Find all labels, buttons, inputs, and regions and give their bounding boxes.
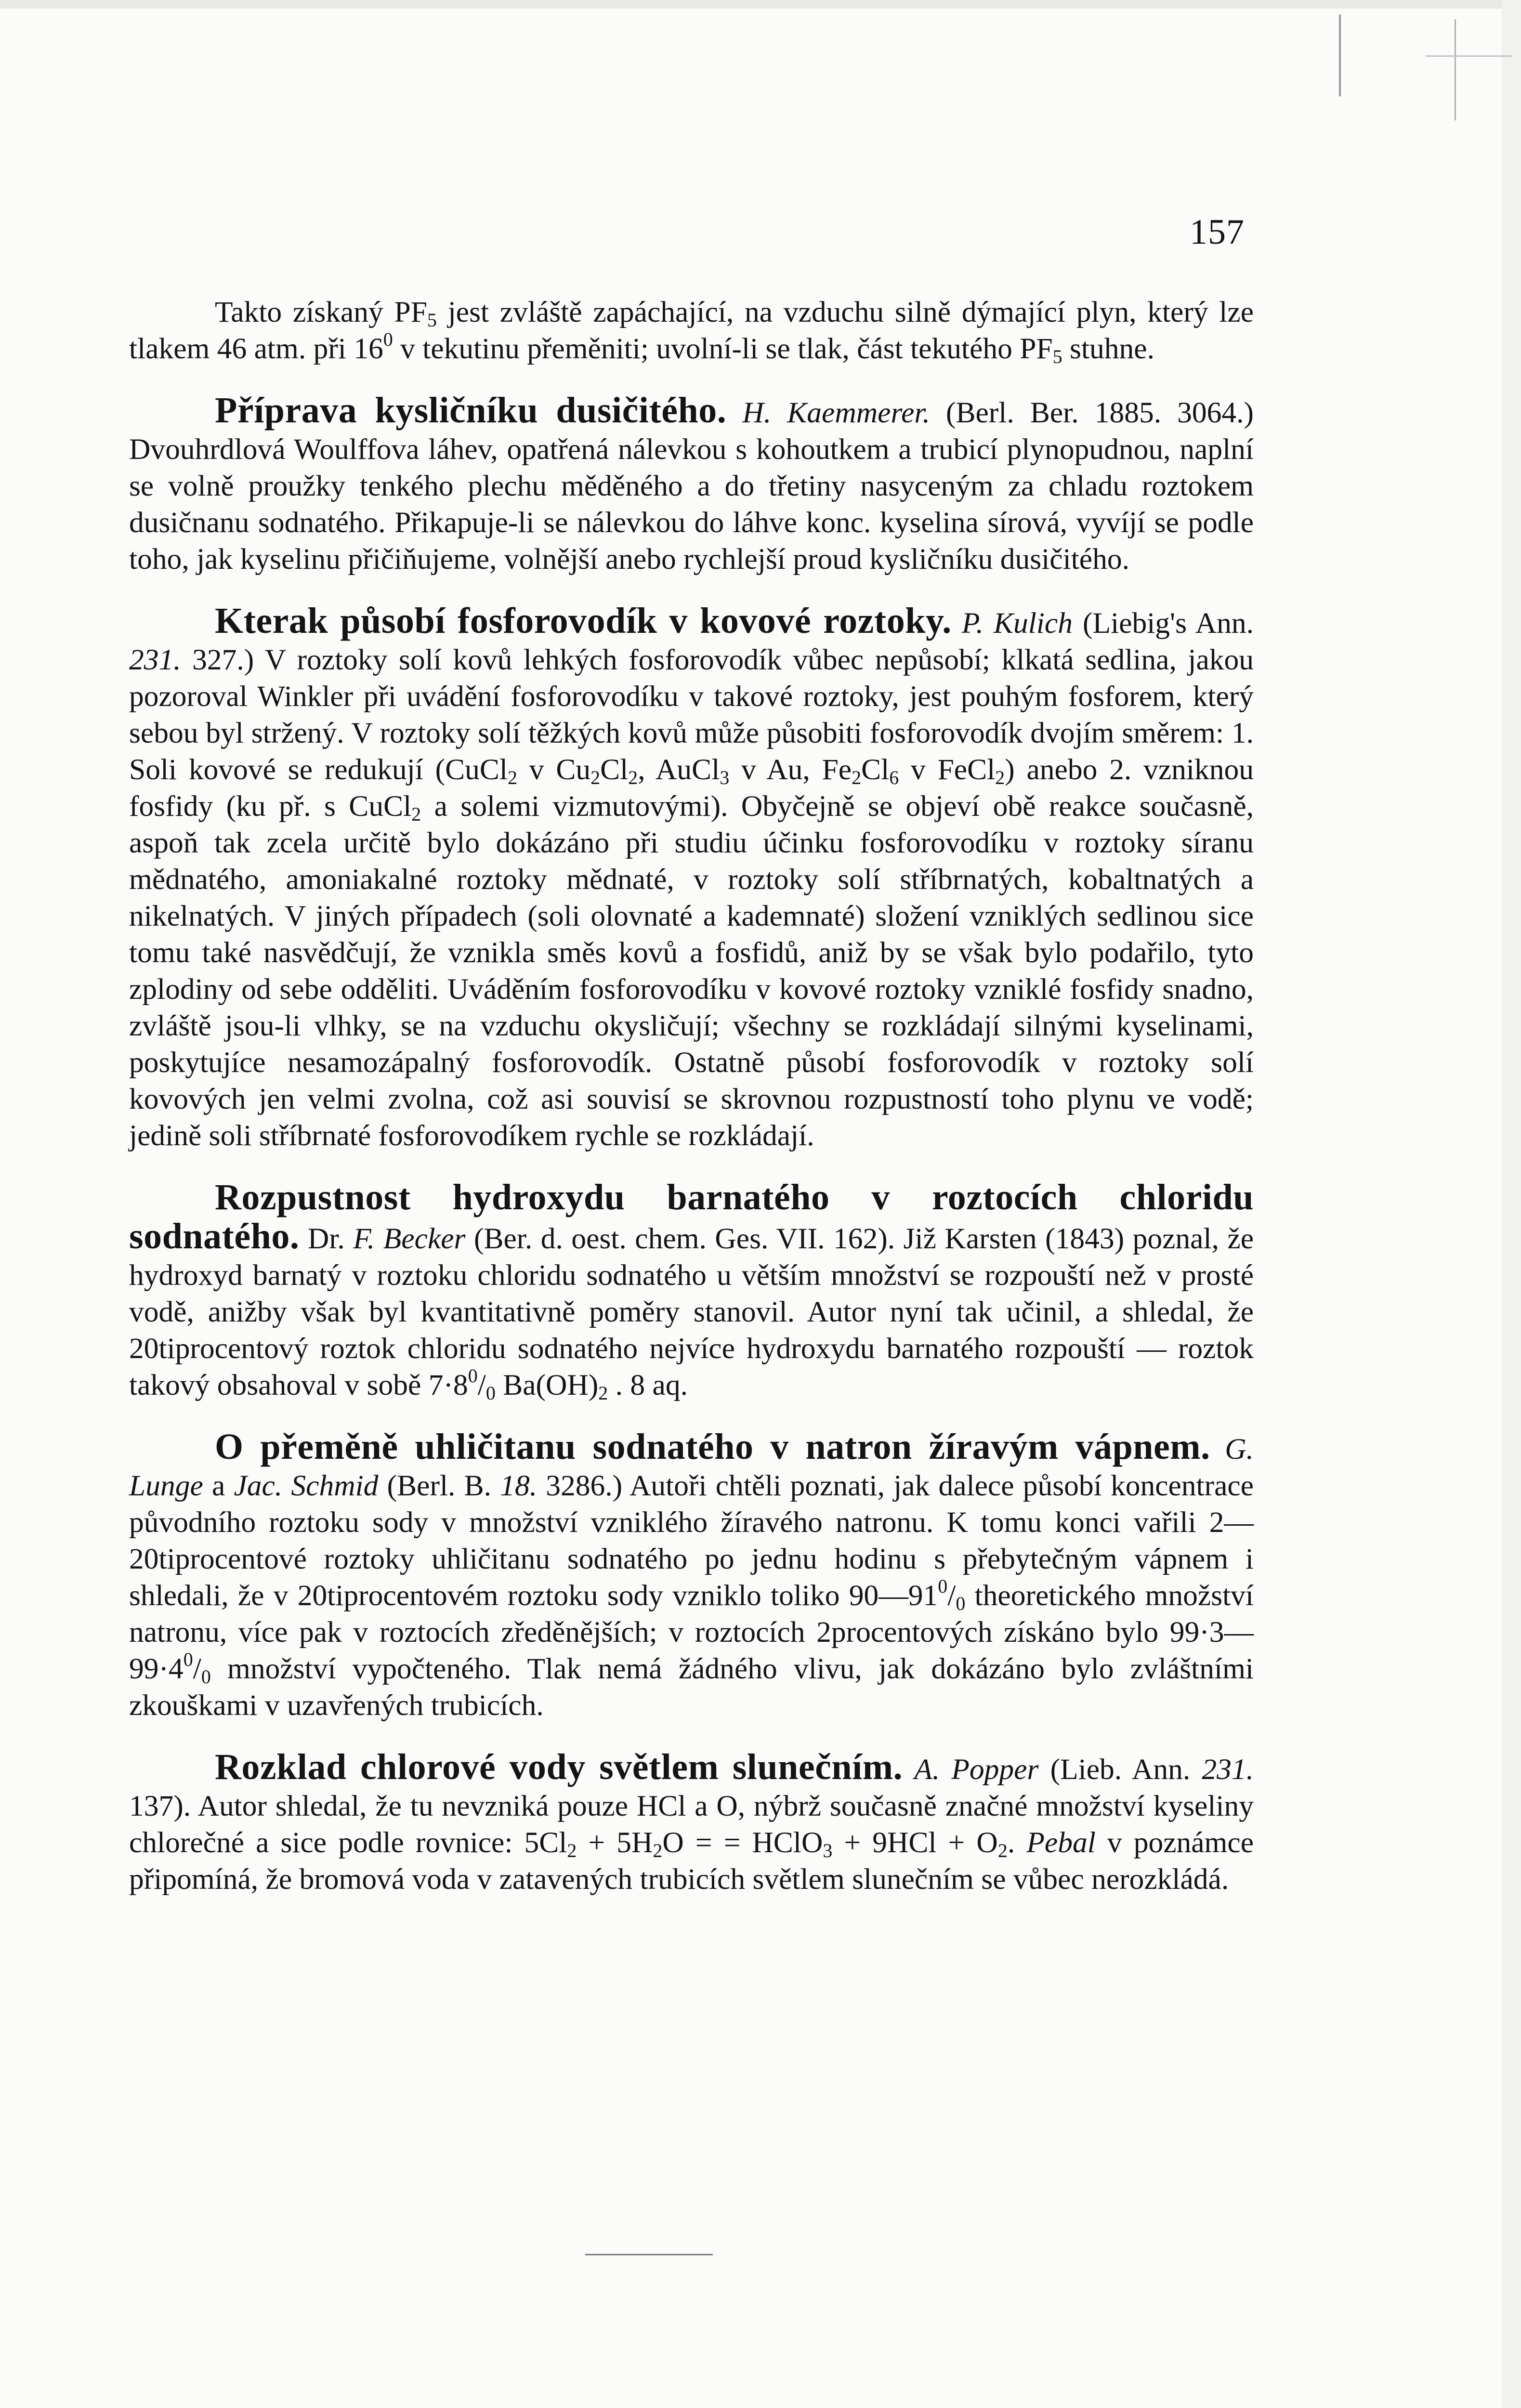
section-heading: Rozpustnost hydroxydu barnatého v roztocích chloridu sodnatého. [129,1177,1254,1256]
author-name: G. Lunge [129,1433,1254,1502]
section-chlorine-water: Rozklad chlorové vody světlem slunečním. A. Popper (Lieb. Ann. 231. 137). Autor shledal, že tu nevzniká pouze HCl a O, nýbrž současně značné množství kyseliny chlorečné a sice podle rovnice: $5Cl_2 + 5H_2O$ = = HClO$_3$ + $9HCl + O_2$. Pebal v poznámce připomíná, že bromová voda v zatavených trubicích světlem slunečním se vůbec nerozkládá. [129,1747,1254,1896]
end-rule [585,2254,713,2255]
section-heading: Rozklad chlorové vody světlem slunečním. [215,1747,903,1787]
scan-edge-right [1502,0,1521,2408]
intro-paragraph: Takto získaný $PF_5$ jest zvláště zapáchající, na vzduchu silně dýmající plyn, který lze tlakem 46 atm. při $16^0$ v tekutinu přeměniti; uvolní-li se tlak, část tekutého $PF_5$ stuhne. [129,296,1254,367]
author-name: Pebal [1026,1826,1096,1859]
author-name: Jac. Schmid [234,1469,379,1502]
author-name: F. Becker [353,1222,466,1255]
scan-artifact-mark [1339,14,1341,96]
section-heading: O přeměně uhličitanu sodnatého v natron žíravým vápnem. [215,1426,1210,1467]
page-number: 157 [1190,212,1245,252]
section-phosphine: Kterak působí fosforovodík v kovové roztoky. P. Kulich (Liebig's Ann. 231. 327.) V roztoky solí kovů lehkých fosforovodík vůbec nepůsobí; klkatá sedlina, jakou pozoroval Winkler při uvádění fosforovodíku v takové roztoky, jest pouhým fosforem, který sebou byl stržený. V roztoky solí těžkých kovů může působiti fosforovodík dvojím směrem: 1. Soli kovové se redukují (CuCl$_2$ v $Cu_2Cl_2$, AuCl$_3$ v Au, $Fe_2Cl_6$ v FeCl$_2$) anebo 2. vzniknou fosfidy (ku př. s CuCl$_2$ a solemi vizmutovými). Obyčejně se objeví obě reakce současně, aspoň tak zcela určitě bylo dokázáno při studiu účinku fosforovodíku v roztoky síranu mědnatého, amoniakalné roztoky mědnaté, v roztoky solí stříbrnatých, kobaltnatých a nikelnatých. V jiných případech (soli olovnaté a kademnaté) složení vzniklých sedlinou sice tomu také nasvědčují, že vznikla směs kovů a fosfidů, aniž by se však bylo podařilo, tyto zplodiny od sebe odděliti. Uváděním fosforovodíku v kovové roztoky vzniklé fosfidy snadno, zvláště jsou-li vlhky, se na vzduchu okysličují; všechny se rozkládají silnými kyselinami, poskytujíce nesamozápalný fosforovodík. Ostatně působí fosforovodík v roztoky solí kovových jen velmi zvolna, což asi souvisí se skrovnou rozpustností toho plynu ve vodě; jedině soli stříbrnaté fosforovodíkem rychle se rozkládají. [129,601,1254,1152]
author-name: P. Kulich [961,607,1073,640]
section-nitrogen-dioxide: Příprava kysličníku dusičitého. H. Kaemmerer. (Berl. Ber. 1885. 3064.) Dvouhrdlová Woulffova láhev, opatřená nálevkou s kohoutkem a trubicí plynopudnou, naplní se volně proužky tenkého plechu měděného a do třetiny nasyceným za chladu roztokem dusičnanu sodnatého. Přikapuje-li se nálevkou do láhve konc. kyselina sírová, vyvíjí se podle toho, jak kyselinu přičiňujeme, volnější anebo rychlejší proud kysličníku dusičitého. [129,390,1254,576]
section-heading: Kterak působí fosforovodík v kovové roztoky. [215,601,952,641]
page-content [129,294,1254,1898]
author-name: A. Popper [914,1753,1039,1786]
scan-edge-top [0,0,1521,9]
scan-artifact-mark [1455,19,1456,120]
section-sodium-carbonate: O přeměně uhličitanu sodnatého v natron žíravým vápnem. G. Lunge a Jac. Schmid (Berl. B. 18. 3286.) Autoři chtěli poznati, jak dalece působí koncentrace původního roztoku sody v množství vzniklého žíravého natronu. K tomu konci vařili 2—20tiprocentové roztoky uhličitanu sodnatého po jednu hodinu s přebytečným vápnem i shledali, že v 20tiprocentovém roztoku sody vzniklo toliko $90—91^0/_0$ theoretického množství natronu, více pak v roztocích zředěnějších; v roztocích 2procentových získáno bylo $99\cdot 3—99\cdot 4^0/_0$ množství vypočteného. Tlak nemá žádného vlivu, jak dokázáno bylo zvláštními zkouškami v uzavřených trubicích. [129,1426,1254,1722]
author-name: H. Kaemmerer. [742,396,930,429]
section-barium-hydroxide: Rozpustnost hydroxydu barnatého v roztocích chloridu sodnatého. Dr. F. Becker (Ber. d. oest. chem. Ges. VII. 162). Již Karsten (1843) poznal, že hydroxyd barnatý v roztoku chloridu sodnatého u větším množství se rozpouští než v prosté vodě, anižby však byl kvantitativně poměry stanovil. Autor nyní tak učinil, a shledal, že 20tiprocentový roztok chloridu sodnatého nejvíce hydroxydu barnatého rozpouští — roztok takový obsahoval v sobě $7\cdot 8^0/_0$ $Ba(OH)_2$ . 8 aq. [129,1177,1254,1404]
scan-artifact-mark [1426,55,1512,57]
section-heading: Příprava kysličníku dusičitého. [215,390,727,431]
